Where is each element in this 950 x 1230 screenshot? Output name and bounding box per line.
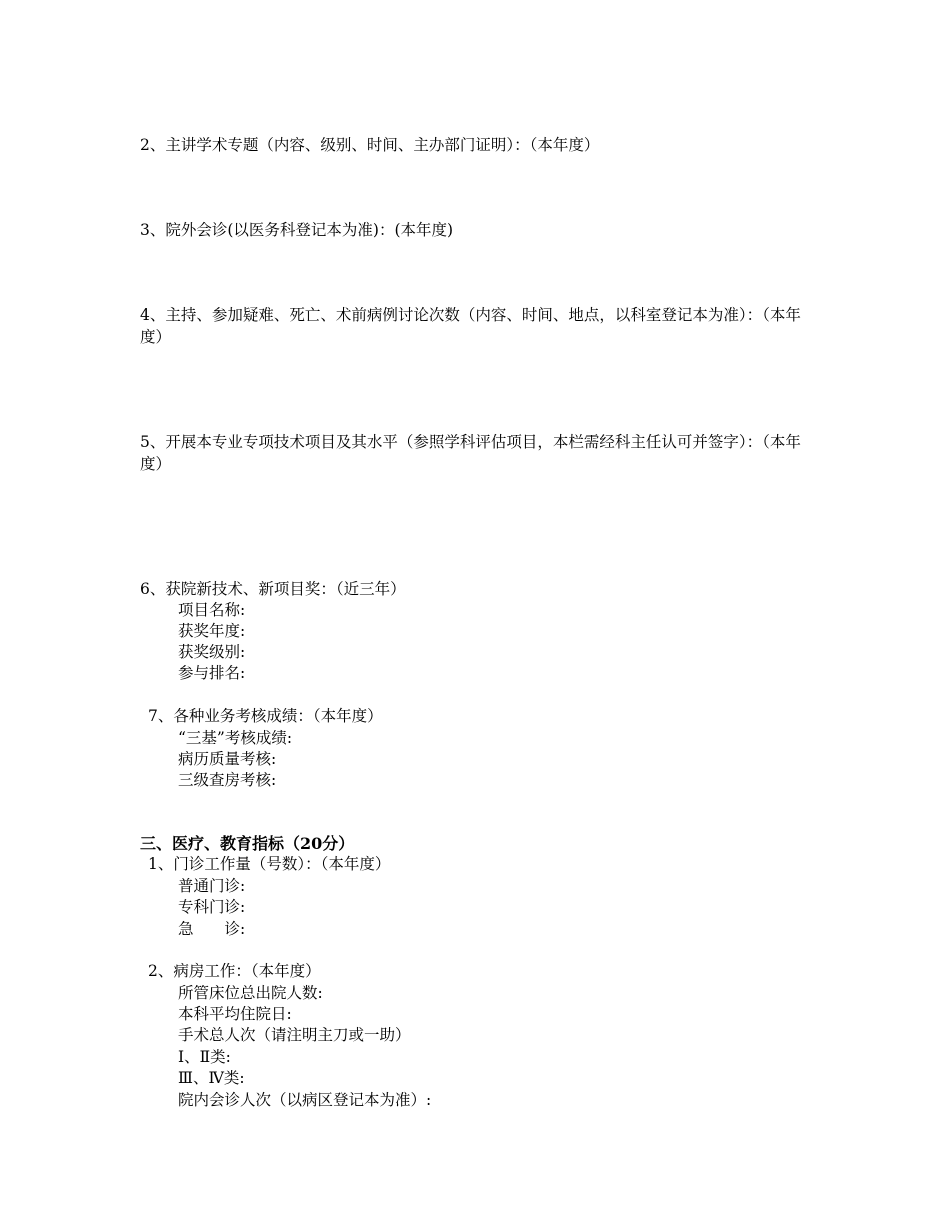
section-7-field: “三基”考核成绩: — [178, 729, 293, 747]
part-3-sub-1-field: 急 诊: — [178, 920, 246, 938]
part-3-sub-2-title: 2、病房工作：（本年度） — [148, 962, 321, 980]
part-3-sub-1-field: 专科门诊: — [178, 898, 246, 916]
part-3-sub-1-field: 普通门诊: — [178, 877, 246, 895]
part-3-sub-2-field: 所管床位总出院人数: — [178, 984, 323, 1002]
section-7-title: 7、各种业务考核成绩：（本年度） — [148, 707, 383, 725]
part-3-sub-2-field: 院内会诊人次（以病区登记本为准）: — [178, 1091, 432, 1109]
part-3-sub-2-field: Ⅰ、Ⅱ类: — [178, 1048, 231, 1066]
item-5-special-techniques: 5、开展本专业专项技术项目及其水平（参照学科评估项目，本栏需经科主任认可并签字）：（本年度） — [140, 433, 801, 473]
section-6-field: 获奖年度: — [178, 622, 246, 640]
section-6-title: 6、获院新技术、新项目奖：（近三年） — [140, 580, 406, 598]
item-4-case-discussions: 4、主持、参加疑难、死亡、术前病例讨论次数（内容、时间、地点，以科室登记本为准）：（本年度） — [140, 306, 801, 346]
part-3-heading: 三、医疗、教育指标（20分） — [140, 834, 355, 853]
part-3-sub-2-field: 本科平均住院日: — [178, 1005, 292, 1023]
part-3-sub-2-field: Ⅲ、Ⅳ类: — [178, 1069, 245, 1087]
part-3-sub-2-field: 手术总人次（请注明主刀或一助） — [178, 1026, 411, 1044]
item-3-external-consultation: 3、院外会诊(以医务科登记本为准)：(本年度) — [140, 221, 454, 239]
section-6-field: 参与排名: — [178, 664, 246, 682]
part-3-sub-1-title: 1、门诊工作量（号数）：（本年度） — [148, 855, 391, 873]
section-7-field: 三级查房考核: — [178, 771, 277, 789]
item-2-academic-lectures: 2、主讲学术专题（内容、级别、时间、主办部门证明）：（本年度） — [140, 136, 600, 154]
section-6-field: 项目名称: — [178, 601, 246, 619]
section-6-field: 获奖级别: — [178, 643, 246, 661]
section-7-field: 病历质量考核: — [178, 750, 277, 768]
